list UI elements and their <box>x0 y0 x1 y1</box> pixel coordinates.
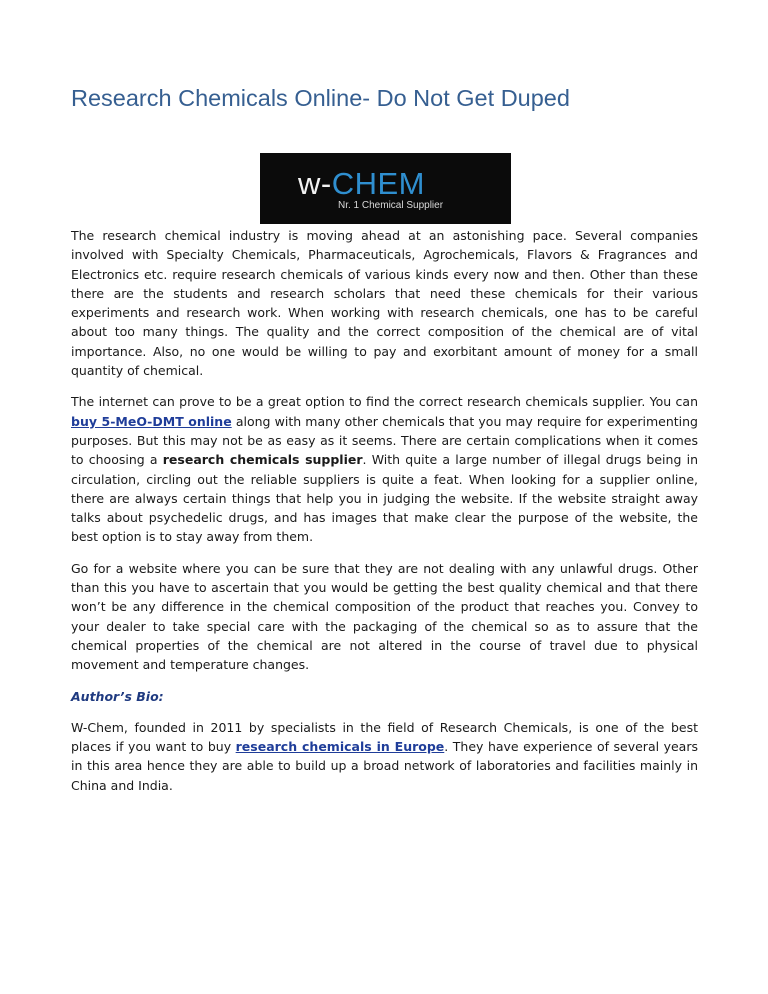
paragraph-text: along with many other chemicals that you may require for experimenting purposes. But this may not be as easy as it seems. There are certain complications when it comes to choosing a <box>71 413 698 468</box>
paragraph-bio <box>71 718 698 795</box>
research-chemicals-supplier-bold: research chemicals supplier <box>162 452 363 468</box>
research-chemicals-europe-link[interactable]: research chemicals in Europe <box>235 739 445 755</box>
article-body <box>71 226 698 807</box>
paragraph-intro: The research chemical industry is moving ahead at an astonishing pace. Several companies involved with Specialty Chemicals, Pharmaceuticals, Agrochemicals, Flavors & Fragrances and Electronics etc. require research chemicals of various kinds every now and then. Other than these there are the students and research scholars that need these chemicals for their various experiments and research work. When working with research chemicals, one has to be careful about too many things. The quality and the correct composition of the chemical are of vital importance. Also, no one would be willing to pay and exorbitant amount of money for a small quantity of chemical. <box>71 228 698 379</box>
buy-5-meo-dmt-link[interactable]: buy 5-MeO-DMT online <box>71 413 232 429</box>
paragraph-text: The internet can prove to be a great option to find the correct research chemicals supplier. You can <box>71 394 698 410</box>
paragraph-text: . They have experience of several years in this area hence they are able to build up a broad network of laboratories and facilities mainly in China and India. <box>71 739 698 793</box>
logo-tagline: Nr. 1 Chemical Supplier <box>338 200 444 211</box>
logo-chem: CHEM <box>331 166 425 201</box>
w-chem-logo <box>260 153 511 224</box>
author-bio-heading: Author’s Bio: <box>71 688 164 704</box>
logo-wordmark <box>298 167 425 201</box>
paragraph-internet <box>71 392 698 546</box>
logo-w: w- <box>298 166 332 201</box>
page-title: Research Chemicals Online- Do Not Get Duped <box>71 85 570 111</box>
paragraph-website: Go for a website where you can be sure that they are not dealing with any unlawful drugs. Other than this you have to ascertain that you would be getting the best quality chemical and that there won’t be any difference in the chemical composition of the product that reaches you. Convey to your dealer to take special care with the packaging of the chemical so as to assure that the chemical properties of the chemical are not altered in the course of travel due to physical movement and temperature changes. <box>71 560 698 673</box>
paragraph-text: W-Chem, founded in 2011 by specialists in the field of Research Chemicals, is one of the best places if you want to buy <box>71 719 698 755</box>
paragraph-text: . With quite a large number of illegal drugs being in circulation, circling out the reliable suppliers is quite a feat. When looking for a supplier online, there are always certain things that help you in judging the website. If the website straight away talks about psychedelic drugs, and has images that make clear the purpose of the website, the best option is to stay away from them. <box>71 452 698 545</box>
